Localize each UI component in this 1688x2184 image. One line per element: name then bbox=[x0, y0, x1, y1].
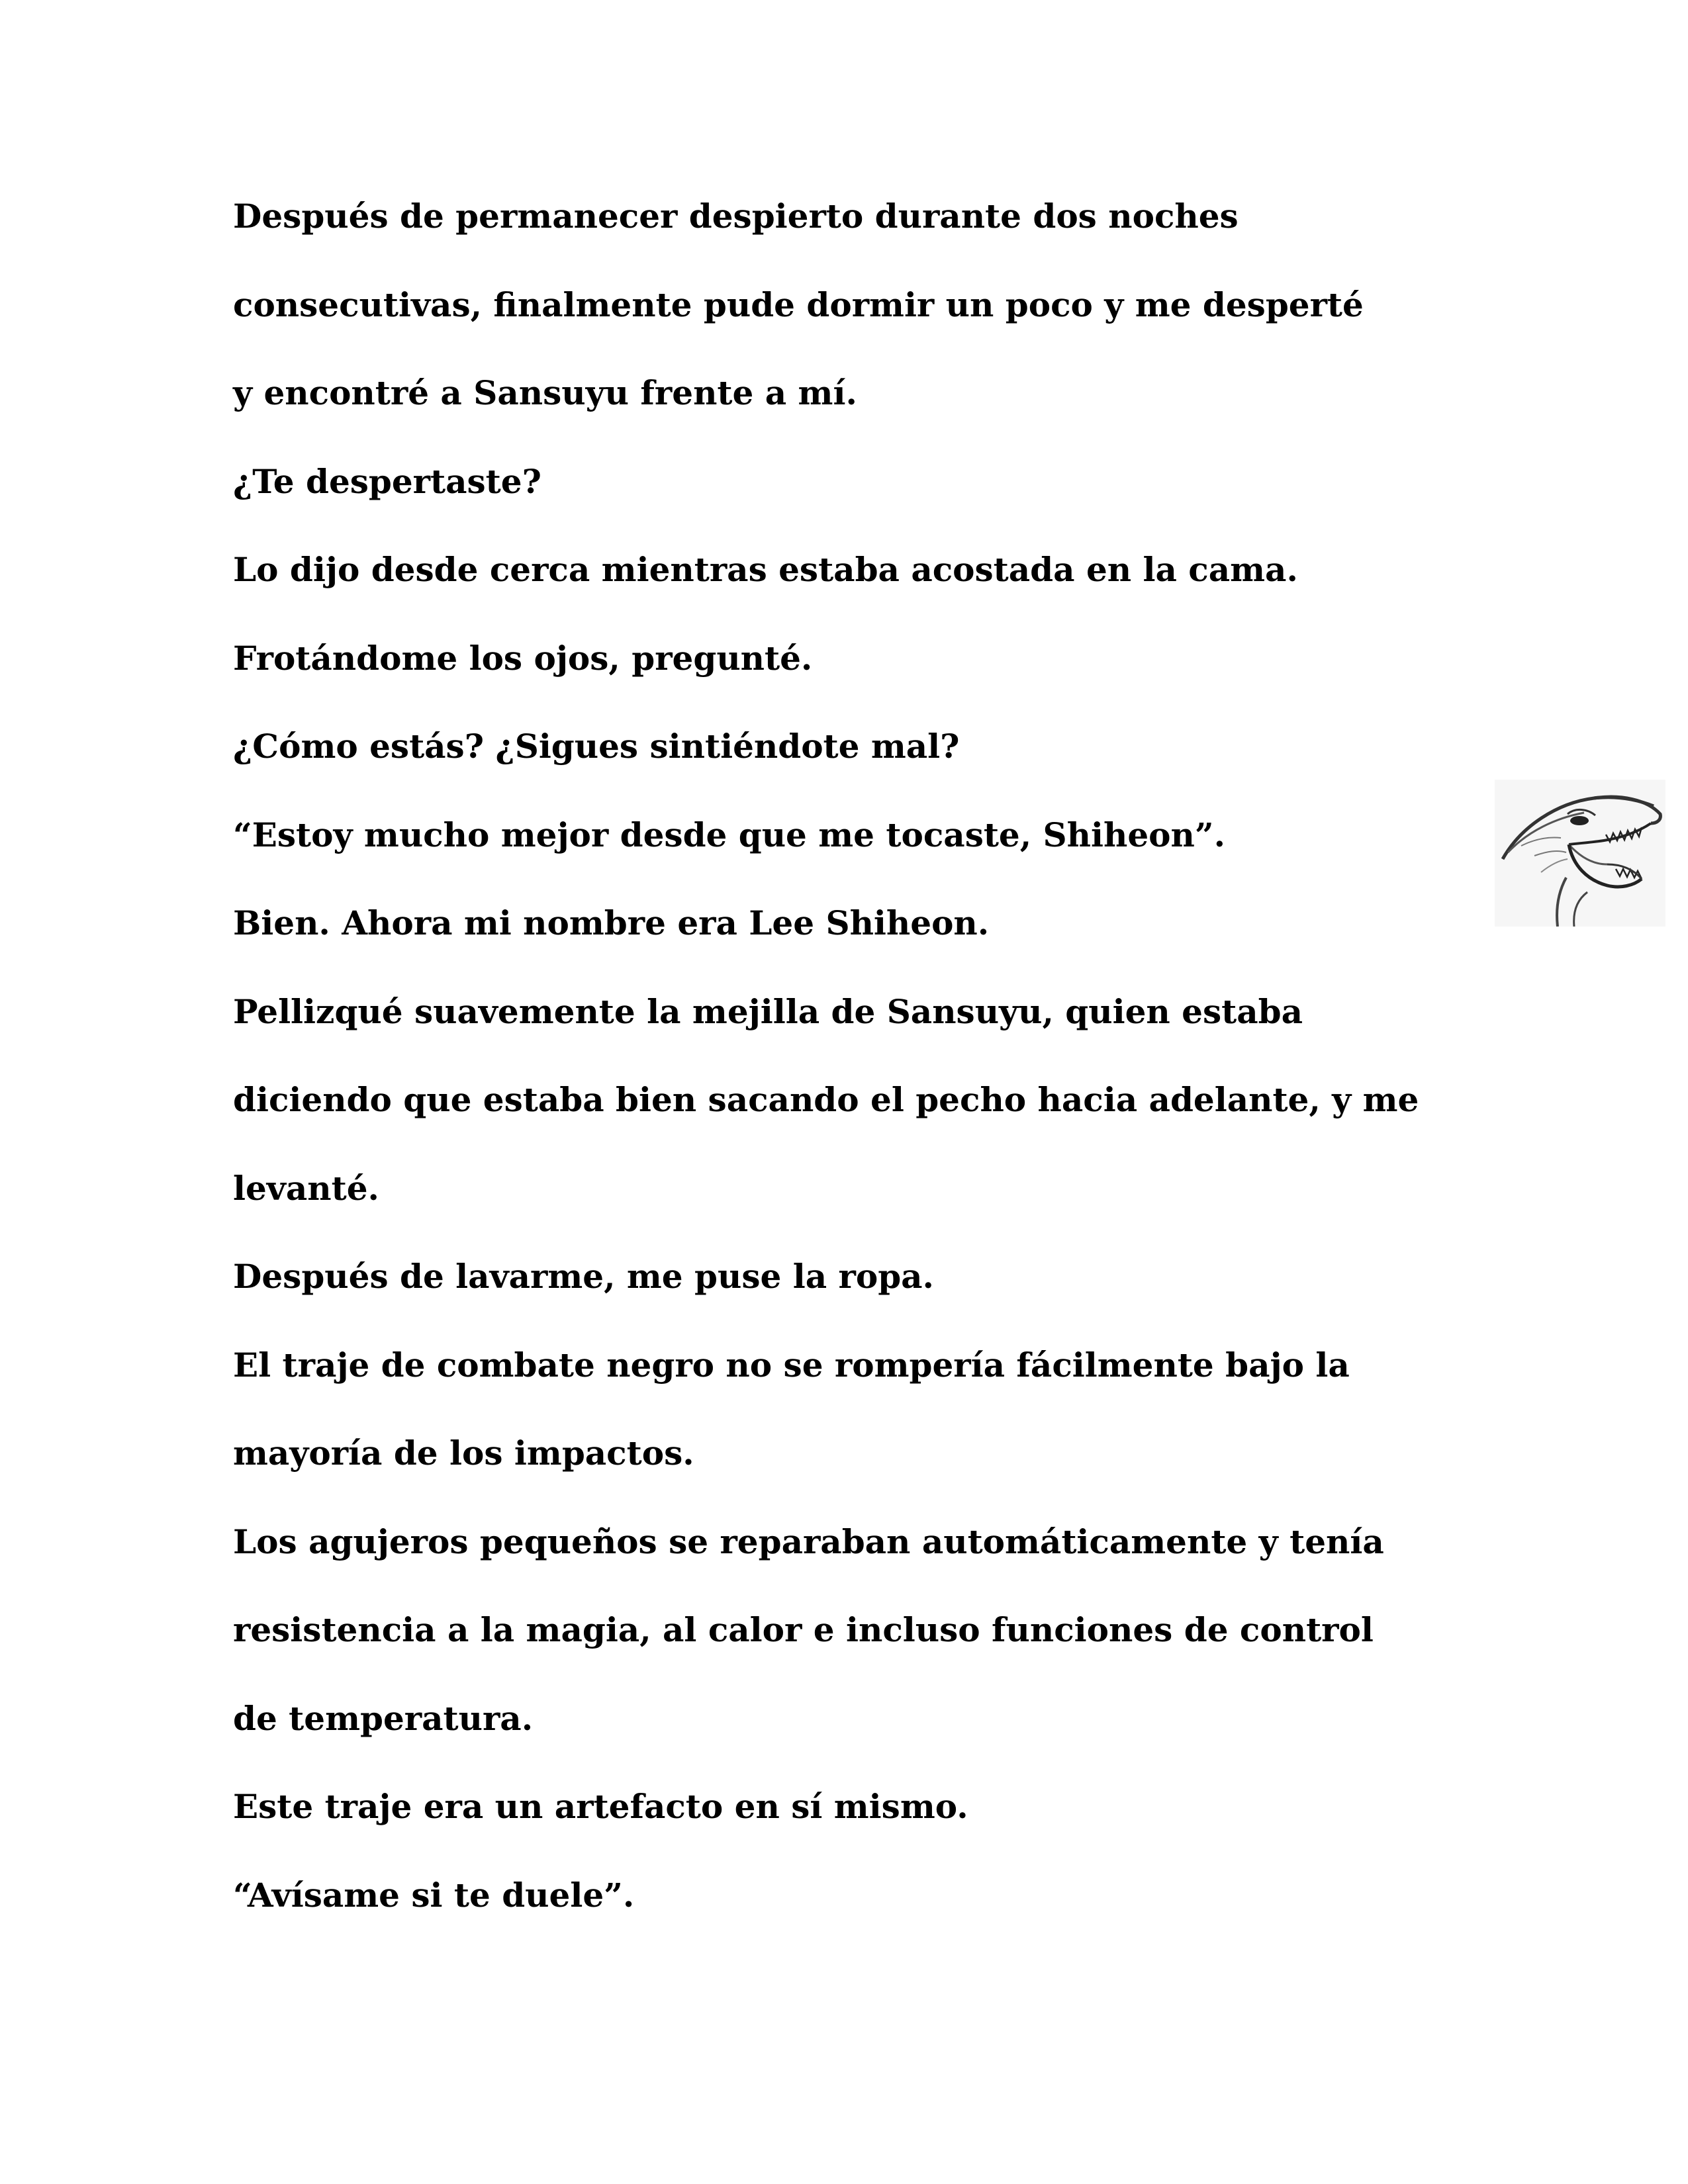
text-line: Frotándome los ojos, pregunté. bbox=[233, 638, 813, 678]
text-line: Después de permanecer despierto durante dos noches bbox=[233, 197, 1239, 236]
dinosaur-head-icon bbox=[1495, 780, 1665, 927]
text-line: ¿Te despertaste? bbox=[233, 461, 541, 501]
text-line: mayoría de los impactos. bbox=[233, 1433, 694, 1473]
text-line: Pellizqué suavemente la mejilla de Sansuyu, quien estaba bbox=[233, 991, 1303, 1031]
text-line: Después de lavarme, me puse la ropa. bbox=[233, 1257, 934, 1296]
text-line: consecutivas, finalmente pude dormir un poco y me desperté bbox=[233, 285, 1364, 324]
text-line: resistencia a la magia, al calor e incluso funciones de control bbox=[233, 1610, 1374, 1649]
text-line: y encontré a Sansuyu frente a mí. bbox=[233, 373, 857, 412]
text-line: ¿Cómo estás? ¿Sigues sintiéndote mal? bbox=[233, 727, 960, 766]
text-line: Lo dijo desde cerca mientras estaba acostada en la cama. bbox=[233, 550, 1298, 589]
text-line: “Estoy mucho mejor desde que me tocaste, Shiheon”. bbox=[233, 815, 1226, 854]
text-line: Los agujeros pequeños se reparaban automáticamente y tenía bbox=[233, 1522, 1384, 1561]
text-line: diciendo que estaba bien sacando el pecho hacia adelante, y me bbox=[233, 1080, 1419, 1119]
body-text bbox=[233, 187, 1491, 1954]
text-line: Bien. Ahora mi nombre era Lee Shiheon. bbox=[233, 903, 990, 942]
text-line: de temperatura. bbox=[233, 1698, 534, 1738]
text-line: Este traje era un artefacto en sí mismo. bbox=[233, 1787, 968, 1826]
text-line: levanté. bbox=[233, 1168, 379, 1208]
text-line: “Avísame si te duele”. bbox=[233, 1875, 635, 1915]
text-line: El traje de combate negro no se rompería fácilmente bajo la bbox=[233, 1345, 1350, 1385]
